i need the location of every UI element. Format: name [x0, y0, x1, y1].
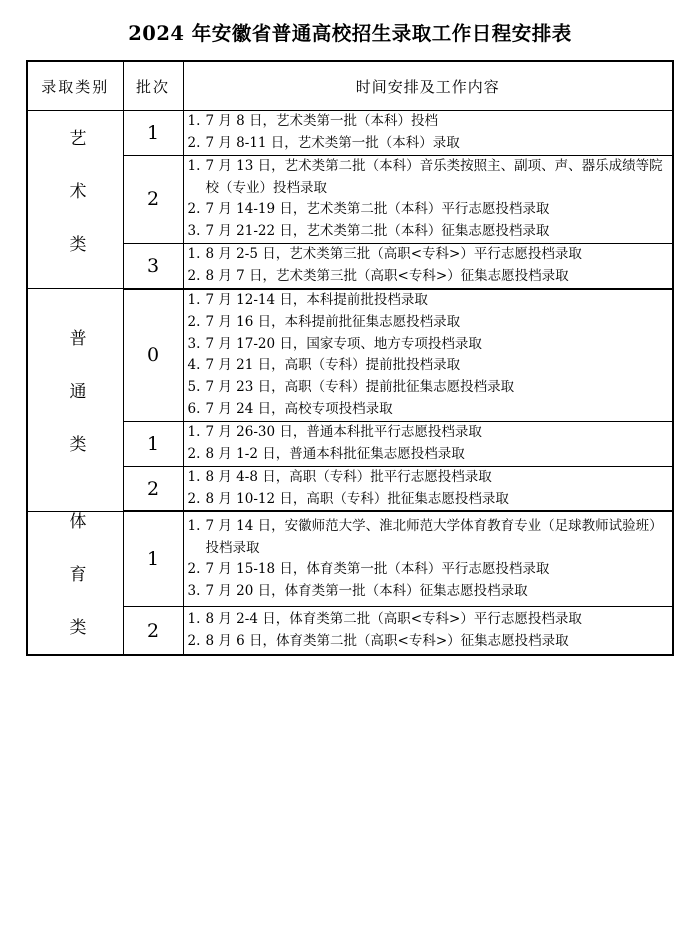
- list-item: [184, 355, 673, 377]
- category-cell: [27, 289, 123, 512]
- schedule-item-list: [184, 467, 673, 511]
- list-item: [184, 581, 673, 603]
- list-item-text: 8 月 10-12 日，高职（专科）批征集志愿投档录取: [205, 490, 509, 507]
- list-item-text: 7 月 8 日，艺术类第一批（本科）投档: [205, 113, 439, 129]
- list-item-number: 4.: [187, 357, 201, 374]
- schedule-item-list: [184, 609, 673, 653]
- list-item: [184, 133, 673, 155]
- list-item-text: 7 月 16 日，本科提前批征集志愿投档录取: [205, 313, 461, 330]
- list-item: [184, 422, 673, 444]
- list-item: [184, 290, 673, 312]
- content-cell: [183, 511, 673, 606]
- list-item-number: 5.: [187, 379, 201, 396]
- list-item: [184, 467, 673, 489]
- content-cell: [183, 422, 673, 467]
- list-item-text: 7 月 12-14 日，本科提前批投档录取: [205, 291, 428, 308]
- list-item: [184, 609, 673, 631]
- list-item: [184, 111, 673, 133]
- batch-cell: 1: [123, 422, 183, 467]
- table-row: [27, 244, 673, 289]
- table-row: [27, 466, 673, 511]
- list-item-number: 2.: [187, 632, 201, 649]
- table-row: [27, 607, 673, 655]
- list-item: [184, 489, 673, 511]
- list-item-number: 1.: [187, 468, 201, 485]
- list-item-text: 7 月 15-18 日，体育类第一批（本科）平行志愿投档录取: [205, 561, 550, 578]
- list-item-number: 1.: [187, 113, 201, 129]
- schedule-item-list: [184, 244, 673, 288]
- content-cell: [183, 244, 673, 289]
- list-item: [184, 266, 673, 288]
- category-cell: [27, 111, 123, 289]
- list-item-text: 7 月 21 日，高职（专科）提前批投档录取: [205, 357, 461, 374]
- list-item-text: 7 月 14-19 日，艺术类第二批（本科）平行志愿投档录取: [205, 201, 550, 218]
- header-batch: 批次: [123, 61, 183, 111]
- list-item-number: 3.: [187, 223, 201, 240]
- list-item-text: 8 月 2-5 日，艺术类第三批（高职<专科>）平行志愿投档录取: [205, 246, 582, 263]
- document-page: [0, 18, 700, 930]
- content-cell: [183, 155, 673, 243]
- list-item-number: 2.: [187, 201, 201, 218]
- list-item: [184, 334, 673, 356]
- list-item-number: 3.: [187, 583, 201, 600]
- batch-cell: 3: [123, 244, 183, 289]
- content-cell: [183, 466, 673, 511]
- list-item-text: 7 月 13 日，艺术类第二批（本科）音乐类按照主、副项、声、器乐成绩等院校（专业）投档录取: [205, 157, 663, 196]
- category-cell: [27, 511, 123, 655]
- content-cell: [183, 289, 673, 422]
- list-item-number: 2.: [187, 561, 201, 578]
- batch-cell: 2: [123, 155, 183, 243]
- list-item: [184, 516, 673, 560]
- category-label: 体 育 类: [65, 511, 86, 643]
- list-item-number: 1.: [187, 246, 201, 263]
- batch-cell: 2: [123, 466, 183, 511]
- schedule-item-list: [184, 290, 673, 421]
- list-item-text: 8 月 1-2 日，普通本科批征集志愿投档录取: [205, 445, 465, 462]
- content-cell: [183, 607, 673, 655]
- list-item: [184, 221, 673, 243]
- list-item-number: 3.: [187, 335, 201, 352]
- table-row: [27, 111, 673, 156]
- header-category: 录取类别: [27, 61, 123, 111]
- list-item-number: 2.: [187, 445, 201, 462]
- table-row: [27, 511, 673, 606]
- list-item-text: 7 月 14 日，安徽师范大学、淮北师范大学体育教育专业（足球教师试验班）投档录取: [205, 517, 663, 556]
- list-item: [184, 631, 673, 653]
- list-item-text: 7 月 8-11 日，艺术类第一批（本科）录取: [205, 134, 460, 151]
- list-item-text: 7 月 24 日，高校专项投档录取: [205, 401, 393, 418]
- list-item-number: 1.: [187, 291, 201, 308]
- content-cell: [183, 111, 673, 156]
- list-item: [184, 377, 673, 399]
- list-item-text: 7 月 17-20 日，国家专项、地方专项投档录取: [205, 335, 482, 352]
- list-item: [184, 444, 673, 466]
- list-item-text: 7 月 26-30 日，普通本科批平行志愿投档录取: [205, 424, 482, 441]
- batch-cell: 1: [123, 511, 183, 606]
- batch-cell: 0: [123, 289, 183, 422]
- list-item-number: 1.: [187, 424, 201, 441]
- table-header-row: [27, 61, 673, 111]
- schedule-item-list: [184, 422, 673, 466]
- list-item-text: 7 月 20 日，体育类第一批（本科）征集志愿投档录取: [205, 583, 528, 600]
- schedule-item-list: [184, 111, 673, 155]
- list-item-number: 1.: [187, 157, 201, 174]
- list-item-text: 8 月 7 日，艺术类第三批（高职<专科>）征集志愿投档录取: [205, 268, 569, 285]
- list-item: [184, 156, 673, 200]
- category-label: 艺 术 类: [65, 128, 86, 260]
- table-row: [27, 155, 673, 243]
- list-item-text: 8 月 6 日，体育类第二批（高职<专科>）征集志愿投档录取: [205, 632, 569, 649]
- list-item-number: 2.: [187, 490, 201, 507]
- batch-cell: 2: [123, 607, 183, 655]
- list-item-number: 6.: [187, 401, 201, 418]
- list-item-text: 7 月 23 日，高职（专科）提前批征集志愿投档录取: [205, 379, 515, 396]
- list-item-number: 2.: [187, 268, 201, 285]
- list-item: [184, 312, 673, 334]
- list-item-text: 7 月 21-22 日，艺术类第二批（本科）征集志愿投档录取: [205, 223, 550, 240]
- list-item-number: 2.: [187, 313, 201, 330]
- table-row: [27, 422, 673, 467]
- list-item-text: 8 月 4-8 日，高职（专科）批平行志愿投档录取: [205, 468, 492, 485]
- category-label: 普 通 类: [65, 329, 86, 461]
- table-row: [27, 289, 673, 422]
- list-item-number: 1.: [187, 517, 201, 534]
- header-content: 时间安排及工作内容: [183, 61, 673, 111]
- list-item: [184, 199, 673, 221]
- list-item-number: 1.: [187, 610, 201, 627]
- schedule-item-list: [184, 156, 673, 243]
- list-item: [184, 559, 673, 581]
- recruitment-schedule-table: [26, 60, 674, 656]
- list-item: [184, 244, 673, 266]
- list-item-number: 2.: [187, 134, 201, 151]
- schedule-item-list: [184, 516, 673, 603]
- batch-cell: 1: [123, 111, 183, 156]
- list-item: [184, 399, 673, 421]
- page-title: 2024 年安徽省普通高校招生录取工作日程安排表: [128, 22, 572, 45]
- list-item-text: 8 月 2-4 日，体育类第二批（高职<专科>）平行志愿投档录取: [205, 610, 582, 627]
